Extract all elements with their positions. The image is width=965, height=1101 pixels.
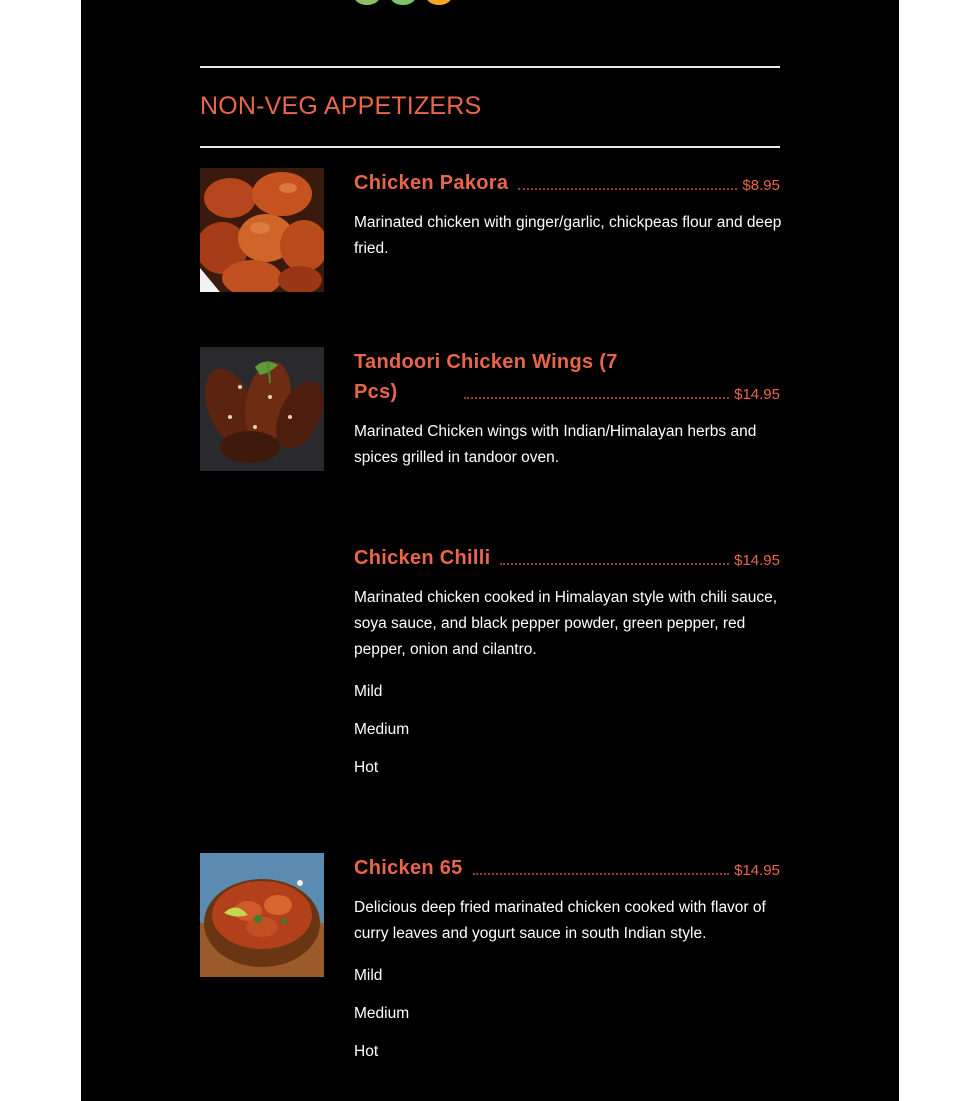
section-title: NON-VEG APPETIZERS xyxy=(200,92,482,120)
chicken-65-image[interactable] xyxy=(200,853,324,977)
item-price: $14.95 xyxy=(734,862,780,879)
menu-item-header xyxy=(354,168,780,198)
dotted-leader xyxy=(518,188,737,190)
menu-item-header xyxy=(354,347,780,407)
dotted-leader xyxy=(473,873,730,875)
tandoori-wings-image[interactable] xyxy=(200,347,324,471)
item-description: Marinated chicken cooked in Himalayan style with chili sauce, soya sauce, and black pepper powder, green pepper, red pepper, onion and cilantro. xyxy=(354,589,778,658)
item-description: Delicious deep fried marinated chicken cooked with flavor of curry leaves and yogurt sauce in south Indian style. xyxy=(354,899,766,942)
spice-option-mild[interactable]: Mild xyxy=(354,967,383,984)
spice-option-medium[interactable]: Medium xyxy=(354,1005,410,1022)
spice-option-hot[interactable]: Hot xyxy=(354,759,379,776)
spice-option-mild[interactable]: Mild xyxy=(354,683,383,700)
dotted-leader xyxy=(500,563,729,565)
menu-item-header xyxy=(354,853,780,883)
item-price: $8.95 xyxy=(742,177,780,194)
item-description: Marinated chicken with ginger/garlic, chickpeas flour and deep fried. xyxy=(354,214,782,257)
spice-option-medium[interactable]: Medium xyxy=(354,721,410,738)
item-name: Chicken Chilli xyxy=(354,547,491,569)
item-name: Chicken 65 xyxy=(354,857,463,879)
section-top-divider xyxy=(200,66,780,68)
item-price: $14.95 xyxy=(734,386,780,403)
dotted-leader xyxy=(464,397,729,399)
section-bottom-divider xyxy=(200,146,780,148)
chicken-pakora-image[interactable] xyxy=(200,168,324,292)
spice-option-hot[interactable]: Hot xyxy=(354,1043,379,1060)
menu-item-header xyxy=(354,543,780,573)
item-description: Marinated Chicken wings with Indian/Himalayan herbs and spices grilled in tandoor oven. xyxy=(354,423,757,466)
item-name: Tandoori Chicken Wings (7 Pcs) xyxy=(354,351,618,403)
item-name: Chicken Pakora xyxy=(354,172,509,194)
item-price: $14.95 xyxy=(734,552,780,569)
